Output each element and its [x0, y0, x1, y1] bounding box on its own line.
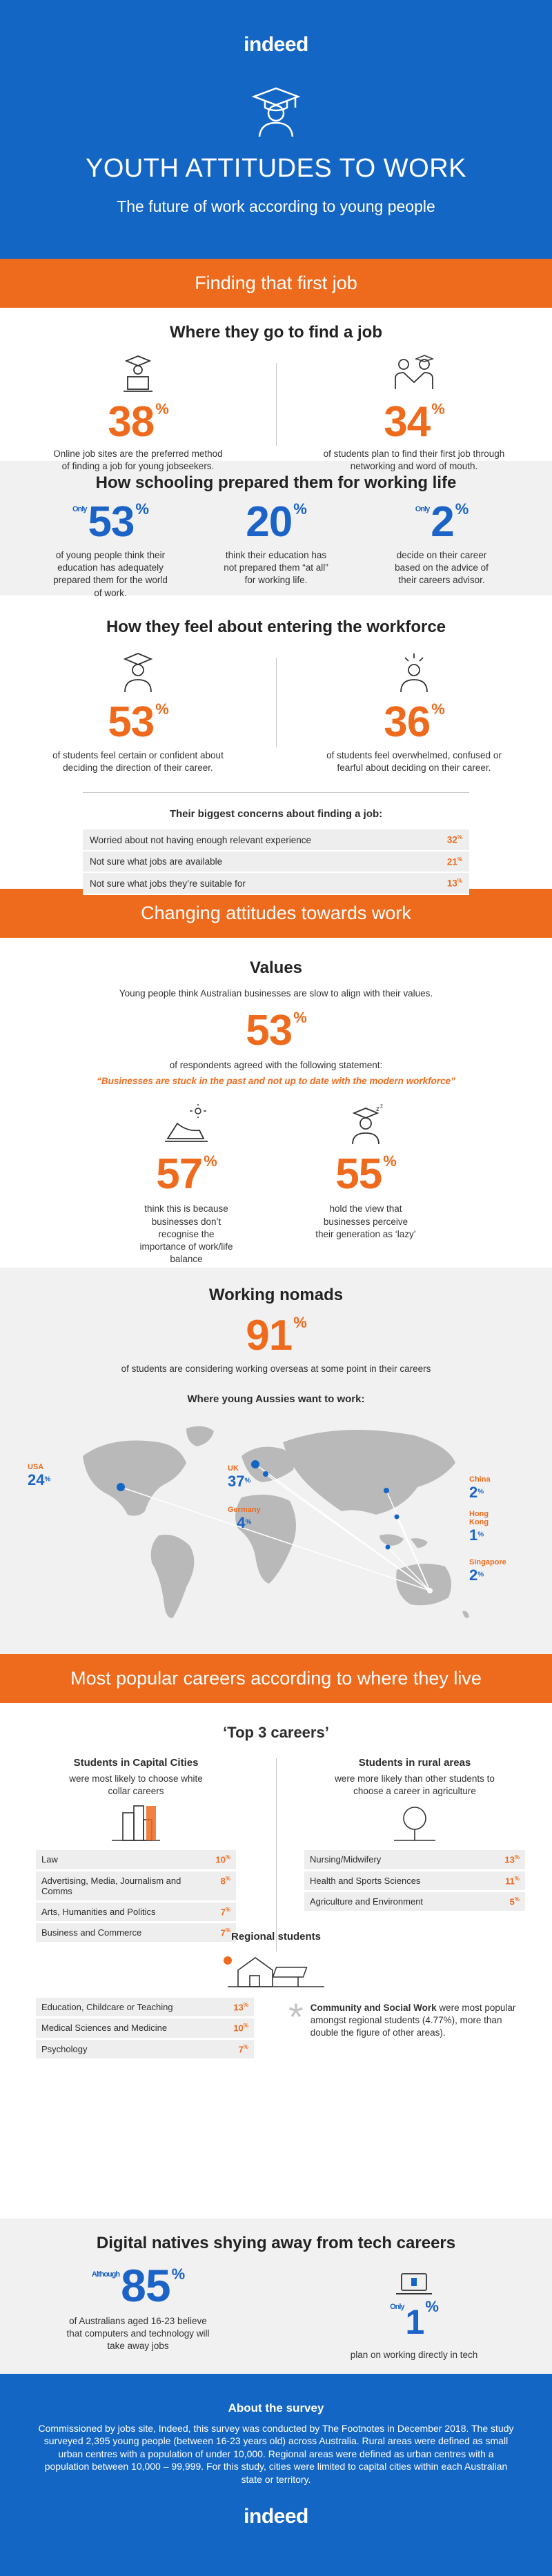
map-pin-germany [228, 1506, 261, 1532]
workforce-heading: How they feel about entering the workforce [106, 618, 446, 636]
stat-value: 1 [405, 2303, 424, 2341]
map-pin-uk [228, 1464, 250, 1491]
find-job-heading: Where they go to find a job [170, 323, 382, 342]
row-value: 7 [220, 1927, 226, 1938]
values-intro: Young people think Australian businesses are slow to align with their values. [119, 988, 433, 999]
row-label: Business and Commerce [36, 1923, 204, 1943]
stat-overwhelmed [276, 652, 552, 774]
row-unit: % [225, 1927, 230, 1934]
indeed-logo[interactable]: indeed [244, 33, 308, 56]
row-value: 13 [446, 878, 457, 889]
table-row [36, 2018, 254, 2038]
hero [0, 0, 552, 259]
tech-heading: Digital natives shying away from tech careers [96, 2234, 456, 2252]
world-map-graphic [55, 1415, 497, 1635]
regional-note-text: were most popular amongst regional students (4.77%), more than double the figure of other areas). [310, 2003, 516, 2038]
house-solar-icon [0, 1949, 552, 1991]
capital-heading: Students in Capital Cities [73, 1757, 199, 1769]
map-pin-value: 37 [228, 1473, 245, 1491]
section-banner-careers: Most popular careers according to where they live [0, 1654, 552, 1703]
stat-online-sites [0, 355, 276, 473]
table-row [36, 1870, 236, 1901]
row-label: Arts, Humanities and Politics [36, 1901, 204, 1922]
tech-section [0, 2219, 552, 2374]
table-row [304, 1850, 525, 1870]
row-label: Not sure what jobs they’re suitable for [83, 872, 435, 894]
row-value: 10 [215, 1854, 226, 1865]
row-unit: % [225, 1875, 230, 1882]
stat-unit: % [293, 1314, 306, 1331]
values-quote: “Businesses are stuck in the past and not up to date with the modern workforce” [97, 1076, 455, 1087]
stat-unit: % [431, 700, 444, 718]
city-buildings-icon [36, 1803, 236, 1843]
stat-value: 36 [384, 698, 431, 746]
map-pin-unit: % [244, 1477, 251, 1485]
row-unit: % [243, 2043, 248, 2050]
row-unit: % [225, 1906, 230, 1913]
regional-block [0, 1931, 552, 2061]
table-row [36, 1901, 236, 1922]
row-label: Psychology [36, 2038, 222, 2059]
map-pin-unit: % [477, 1488, 484, 1496]
table-row [36, 1998, 254, 2018]
stat-work-life [117, 1104, 255, 1266]
stat-tech-take-jobs [0, 2260, 276, 2361]
table-row [304, 1891, 525, 1912]
stat-text: of young people think their education has adequately prepared them for the world of work. [53, 550, 168, 598]
row-unit: % [514, 1875, 520, 1882]
stat-value: 55 [335, 1150, 382, 1199]
row-unit: % [514, 1896, 520, 1903]
stat-unit: % [155, 400, 168, 417]
stat-text: of Australians aged 16-23 believe that computers and technology will take away jobs [66, 2316, 210, 2352]
stat-text: of respondents agreed with the following statement: [169, 1060, 383, 1071]
table-row [83, 829, 469, 851]
footer [0, 2374, 552, 2576]
values-heading: Values [249, 958, 303, 977]
stat-value: 20 [246, 498, 293, 546]
stat-text: decide on their career based on the advice of their careers advisor. [395, 550, 489, 586]
indeed-logo-footer[interactable]: indeed [244, 2505, 308, 2528]
stat-networking [276, 355, 552, 473]
stat-value: 53 [246, 1007, 293, 1055]
row-value: 5 [509, 1896, 515, 1907]
stat-text: hold the view that businesses perceive their generation as ‘lazy’ [315, 1203, 416, 1239]
hammock-icon [162, 1104, 210, 1146]
row-value: 21 [446, 856, 457, 867]
map-pin-label: UK [228, 1464, 239, 1473]
row-value: 7 [220, 1907, 226, 1918]
stat-not-prepared [207, 498, 345, 600]
row-unit: % [457, 834, 462, 841]
svg-text:z: z [380, 1104, 383, 1110]
graduate-icon [114, 652, 162, 694]
stat-prefix: Only [72, 505, 87, 513]
stat-value: 53 [88, 498, 135, 546]
map-heading: Where young Aussies want to work: [187, 1393, 365, 1406]
stat-confident [0, 652, 276, 774]
stat-text: of students feel certain or confident about deciding the direction of their career. [52, 750, 224, 774]
regional-note [288, 1995, 516, 2061]
stat-text: Online job sites are the preferred method of finding a job for young jobseekers. [53, 449, 223, 472]
map-pin-unit: % [477, 1531, 484, 1539]
schooling-section [0, 461, 552, 596]
stat-education-prepared [41, 498, 179, 600]
footer-heading: About the survey [228, 2401, 324, 2415]
section-banner-first-job: Finding that first job [0, 259, 552, 308]
row-label: Nursing/Midwifery [304, 1850, 493, 1870]
table-row [83, 872, 469, 894]
divider [83, 792, 469, 793]
stat-prefix: Only [415, 505, 430, 513]
stat-text: plan on working directly in tech [350, 2350, 478, 2360]
stat-prefix: Only [390, 2303, 404, 2311]
page-title: YOUTH ATTITUDES TO WORK [86, 154, 466, 183]
row-value: 11 [505, 1876, 515, 1887]
map-pin-label: Singapore [469, 1558, 506, 1567]
map-pin-value: 4 [237, 1514, 246, 1532]
table-row [304, 1870, 525, 1891]
capital-cities-column [0, 1757, 284, 1944]
rural-areas-column [284, 1757, 552, 1944]
stat-unit: % [455, 500, 469, 518]
stat-careers-advisor [373, 498, 511, 600]
stat-unit: % [383, 1152, 396, 1170]
stat-unit: % [135, 500, 148, 518]
stressed-person-icon [390, 652, 438, 694]
map-pin-value: 1 [469, 1526, 478, 1544]
table-row [83, 851, 469, 873]
row-label: Education, Childcare or Teaching [36, 1998, 222, 2018]
laptop-graduate-icon [114, 355, 162, 396]
stat-value: 91 [246, 1312, 293, 1359]
map-pin-singapore [469, 1558, 506, 1584]
stat-text: of students plan to find their first job through networking and word of mouth. [323, 449, 505, 472]
stat-unit: % [171, 2265, 185, 2283]
graduate-icon [248, 84, 304, 139]
section-banner-attitudes: Changing attitudes towards work [0, 889, 552, 938]
rural-heading: Students in rural areas [358, 1757, 471, 1769]
map-pin-unit: % [477, 1571, 484, 1579]
map-pin-value: 24 [28, 1471, 45, 1489]
stat-unit: % [293, 1009, 306, 1027]
row-unit: % [457, 878, 462, 885]
stat-prefix: Although [91, 2270, 120, 2279]
stat-unit: % [204, 1152, 217, 1170]
nomads-section [0, 1268, 552, 1654]
handshake-icon [390, 355, 438, 396]
row-value: 7 [238, 2043, 244, 2054]
map-pin-unit: % [44, 1475, 51, 1484]
row-unit: % [457, 856, 462, 863]
asterisk-icon: * [288, 1995, 304, 2038]
stat-value: 2 [431, 498, 454, 546]
row-unit: % [225, 1854, 230, 1861]
map-pin-hong-kong [469, 1510, 497, 1544]
row-unit: % [514, 1854, 520, 1861]
workforce-section [0, 596, 552, 889]
row-value: 13 [504, 1854, 515, 1865]
row-label: Medical Sciences and Medicine [36, 2018, 222, 2038]
row-value: 32 [446, 834, 457, 845]
values-section [0, 938, 552, 1268]
map-pin-label: Germany [228, 1506, 261, 1515]
rural-text: were more likely than other students to choose a career in agriculture [335, 1773, 495, 1797]
stat-text: of students are considering working overseas at some point in their careers [121, 1364, 431, 1374]
svg-text:z: z [376, 1105, 379, 1114]
stat-value: 53 [108, 698, 155, 746]
concerns-heading: Their biggest concerns about finding a job: [169, 808, 383, 820]
map-pin-label: USA [28, 1463, 44, 1472]
map-pin-unit: % [245, 1518, 252, 1526]
concerns-table [83, 829, 469, 895]
map-pin-label: Hong Kong [469, 1510, 489, 1527]
rural-careers-table [304, 1850, 525, 1913]
tree-icon [304, 1803, 525, 1843]
world-map [28, 1415, 506, 1635]
row-unit: % [243, 2023, 248, 2029]
stat-lazy [297, 1104, 435, 1266]
stat-unit: % [425, 2298, 438, 2315]
page-subtitle: The future of work according to young people [117, 197, 435, 215]
stat-unit: % [155, 700, 168, 718]
stat-value: 57 [156, 1150, 203, 1199]
map-pin-label: China [469, 1475, 491, 1484]
schooling-heading: How schooling prepared them for working life [95, 473, 457, 492]
stat-text: of students feel overwhelmed, confused or fearful about deciding on their career. [326, 750, 502, 774]
regional-heading: Regional students [230, 1931, 321, 1943]
table-row [36, 1850, 236, 1870]
row-unit: % [243, 2002, 248, 2008]
footer-text: Commissioned by jobs site, Indeed, this survey was conducted by The Footnotes in December 2018. The study surveyed 2,395 young people (between 16-23 years old) across Australia. Rural areas were defined as small urban centres with a population of under 10,000. Regional areas were defined as urban centres with a population between 10,000 – 99,999. For this study, cities were limited to capital cities within each Australian state or territory. [38, 2423, 514, 2485]
row-label: Agriculture and Environment [304, 1891, 493, 1912]
regional-note-bold: Community and Social Work [310, 2003, 437, 2013]
careers-section [0, 1703, 552, 2092]
map-pin-value: 2 [469, 1484, 478, 1502]
sleeping-graduate-icon [342, 1104, 390, 1146]
row-value: 8 [220, 1876, 226, 1887]
row-value: 10 [233, 2023, 244, 2034]
stat-text: think this is because businesses don’t recognise the importance of work/life balance [139, 1203, 233, 1265]
stat-work-in-tech [276, 2263, 552, 2361]
table-row [36, 2038, 254, 2059]
laptop-icon [393, 2272, 435, 2296]
nomads-heading: Working nomads [208, 1286, 344, 1304]
regional-careers-table [36, 1998, 254, 2061]
map-pin-value: 2 [469, 1566, 478, 1584]
stat-value: 38 [108, 398, 155, 446]
map-pin-china [469, 1475, 491, 1502]
stat-unit: % [431, 400, 444, 417]
row-label: Advertising, Media, Journalism and Comms [36, 1870, 204, 1901]
row-label: Not sure what jobs are available [83, 851, 435, 873]
row-label: Health and Sports Sciences [304, 1870, 493, 1891]
capital-text: were most likely to choose white collar careers [69, 1773, 203, 1797]
map-pin-usa [28, 1463, 50, 1489]
find-job-section [0, 308, 552, 472]
top3-heading: ‘Top 3 careers’ [223, 1724, 329, 1741]
stat-unit: % [293, 500, 306, 518]
row-label: Worried about not having enough relevant experience [83, 829, 435, 851]
stat-value: 34 [384, 398, 431, 446]
stat-value: 85 [121, 2260, 170, 2311]
row-value: 13 [233, 2002, 244, 2013]
stat-text: think their education has not prepared them “at all” for working life. [224, 550, 328, 586]
row-label: Law [36, 1850, 204, 1870]
